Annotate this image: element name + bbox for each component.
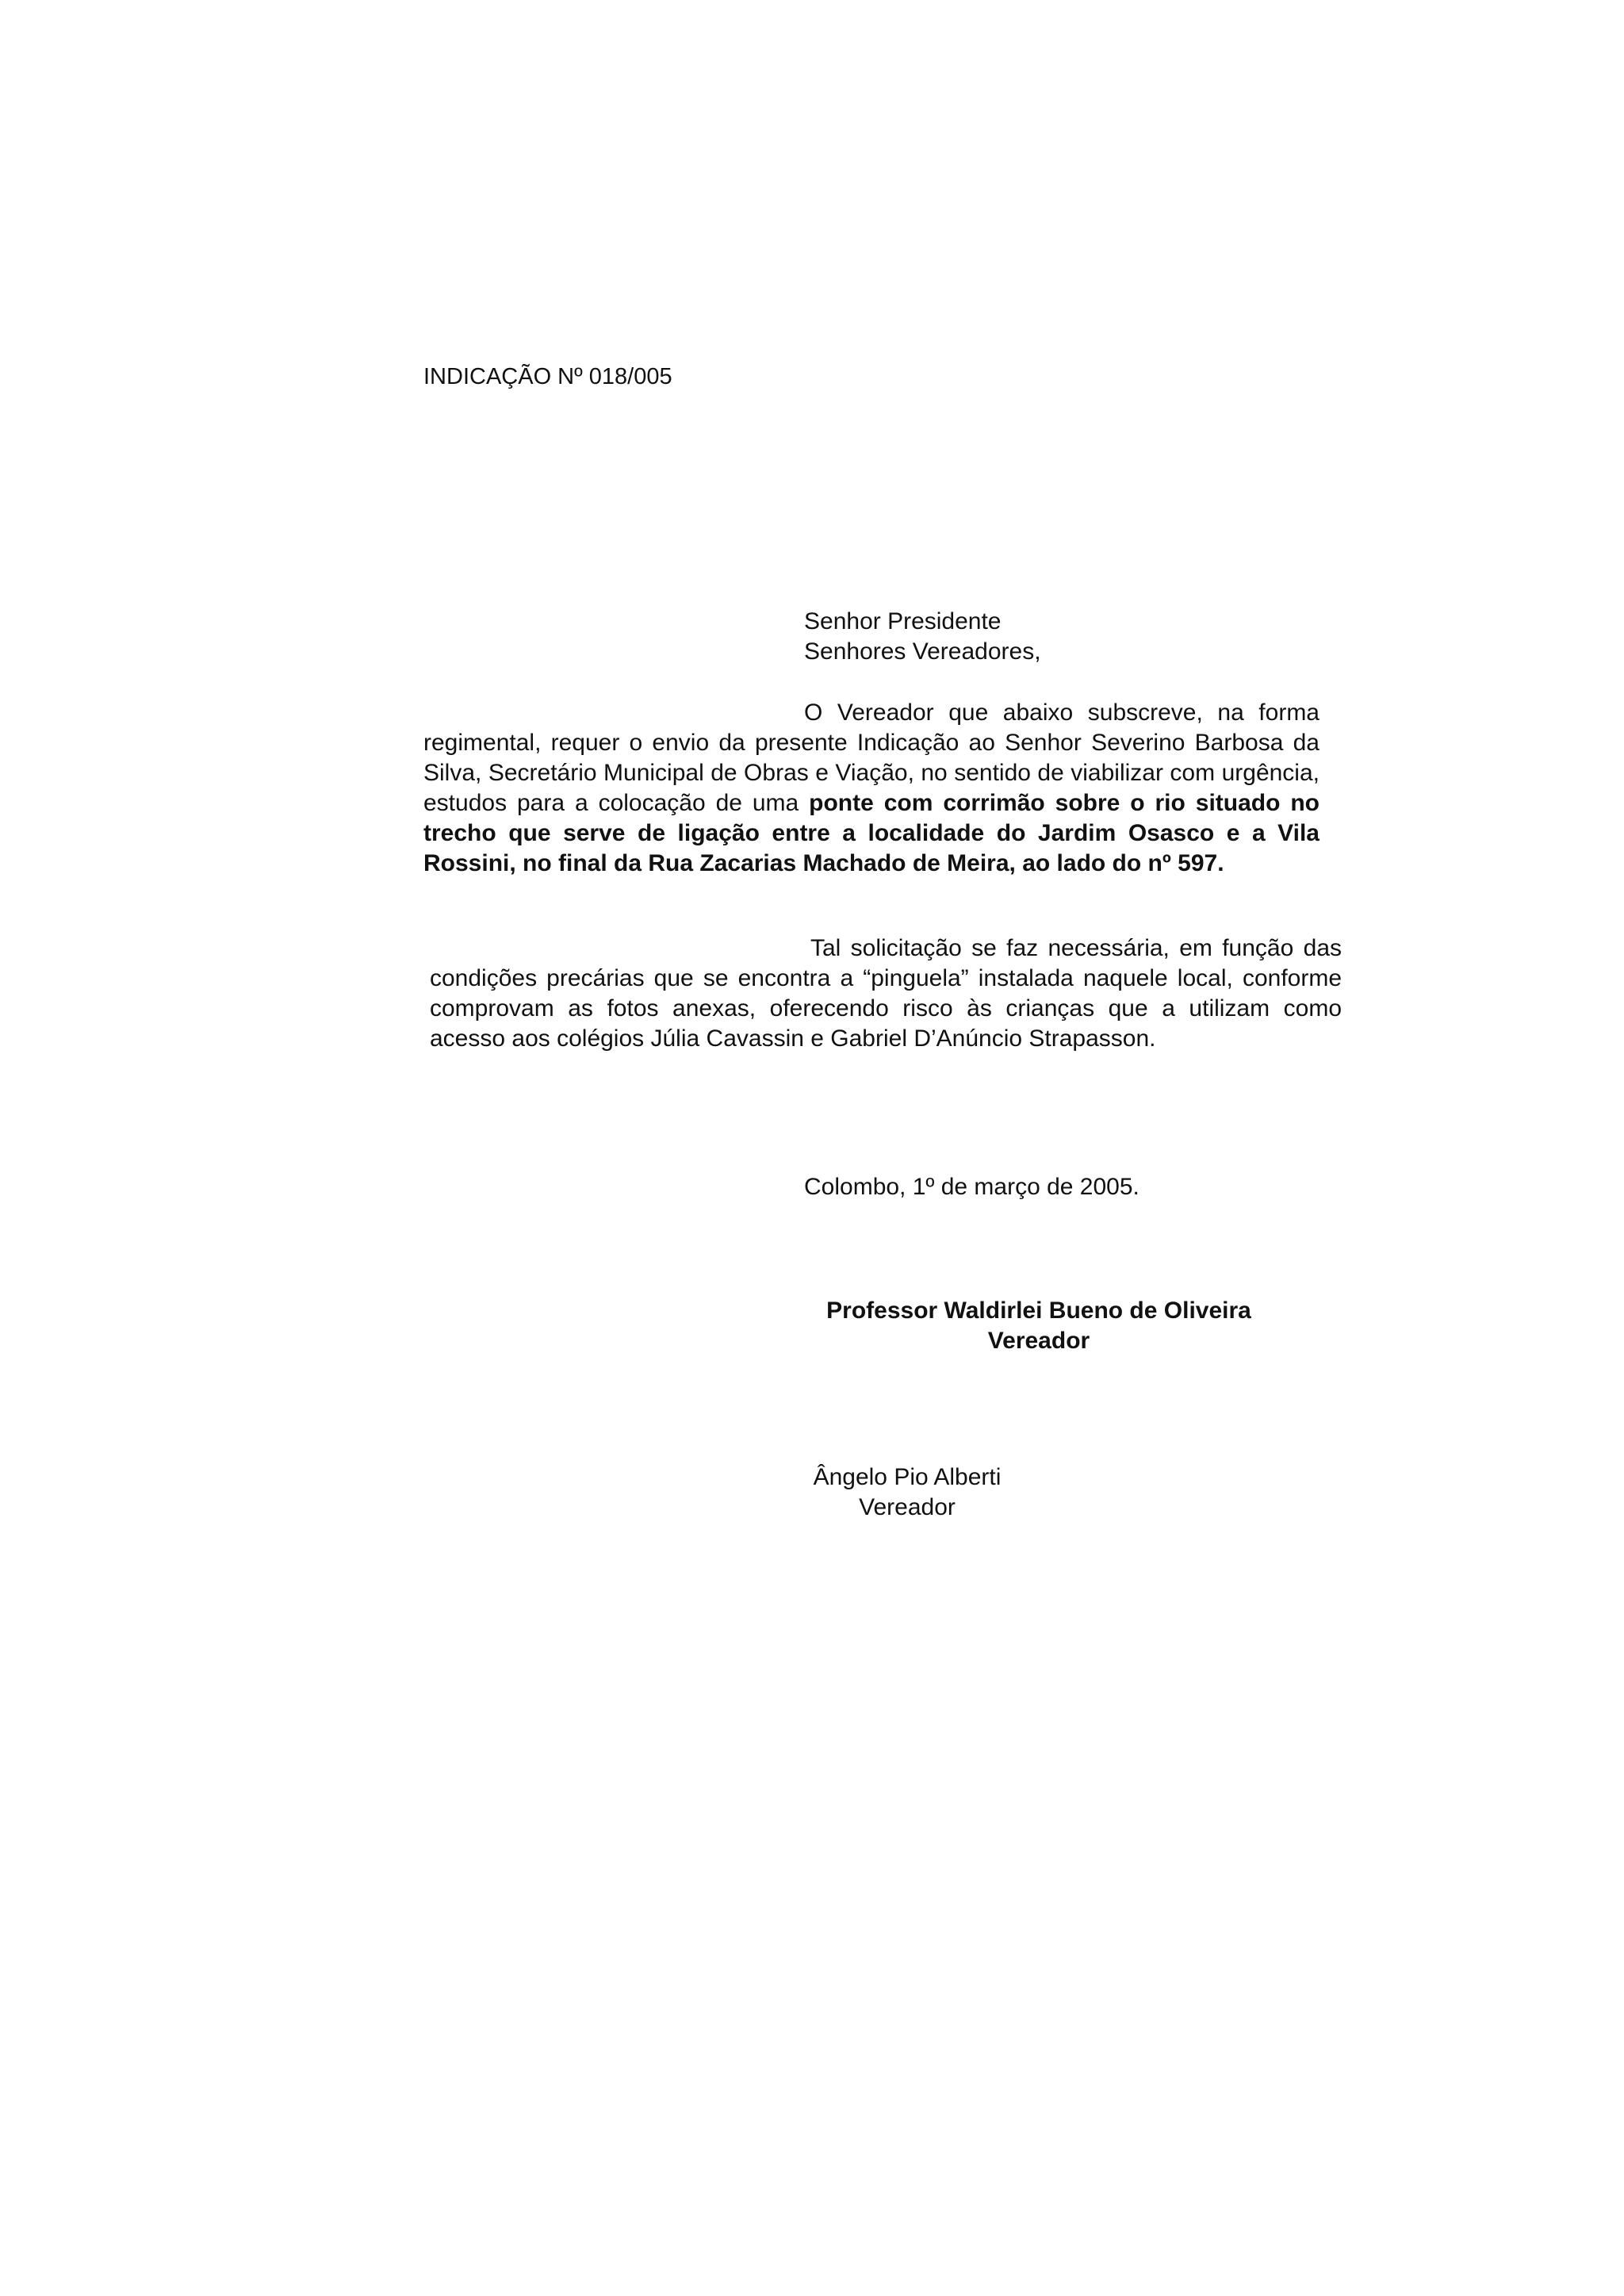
signatory-name: Ângelo Pio Alberti [813, 1464, 1002, 1490]
signatory-role: Vereador [987, 1328, 1090, 1354]
signatory-name: Professor Waldirlei Bueno de Oliveira [826, 1297, 1251, 1324]
justification-paragraph [430, 933, 1342, 1054]
signature-block-2 [804, 1462, 1010, 1523]
document-title: INDICAÇÃO Nº 018/005 [423, 364, 672, 389]
request-bold-text: ponte com corrimão sobre o rio situado no trecho que serve de ligação entre a localidade do Jardim Osasco e a Vila Rossini, no final da Rua Zacarias Machado de Meira, ao lado do nº 597. [423, 790, 1320, 876]
request-paragraph [423, 698, 1320, 879]
signatory-role: Vereador [859, 1494, 956, 1520]
salutation [804, 607, 1041, 667]
salutation-line-president: Senhor Presidente [804, 608, 1002, 634]
request-text: O Vereador que abaixo subscreve, na forma regimental, requer o envio da presente Indicação ao Senhor Severino Barbosa da Silva, Secretário Municipal de Obras e Viação, no sentido de viabilizar com urgência, estudos para a colocação de uma [423, 700, 1320, 816]
document-date: Colombo, 1º de março de 2005. [804, 1174, 1139, 1200]
salutation-line-councilors: Senhores Vereadores, [804, 638, 1041, 665]
justification-text: Tal solicitação se faz necessária, em função das condições precárias que se encontra a “pinguela” instalada naquele local, conforme comprovam as fotos anexas, oferecendo risco às crianças que a utilizam como acesso aos colégios Júlia Cavassin e Gabriel D’Anúncio Strapasson. [430, 935, 1342, 1052]
signature-block-1 [801, 1296, 1277, 1356]
